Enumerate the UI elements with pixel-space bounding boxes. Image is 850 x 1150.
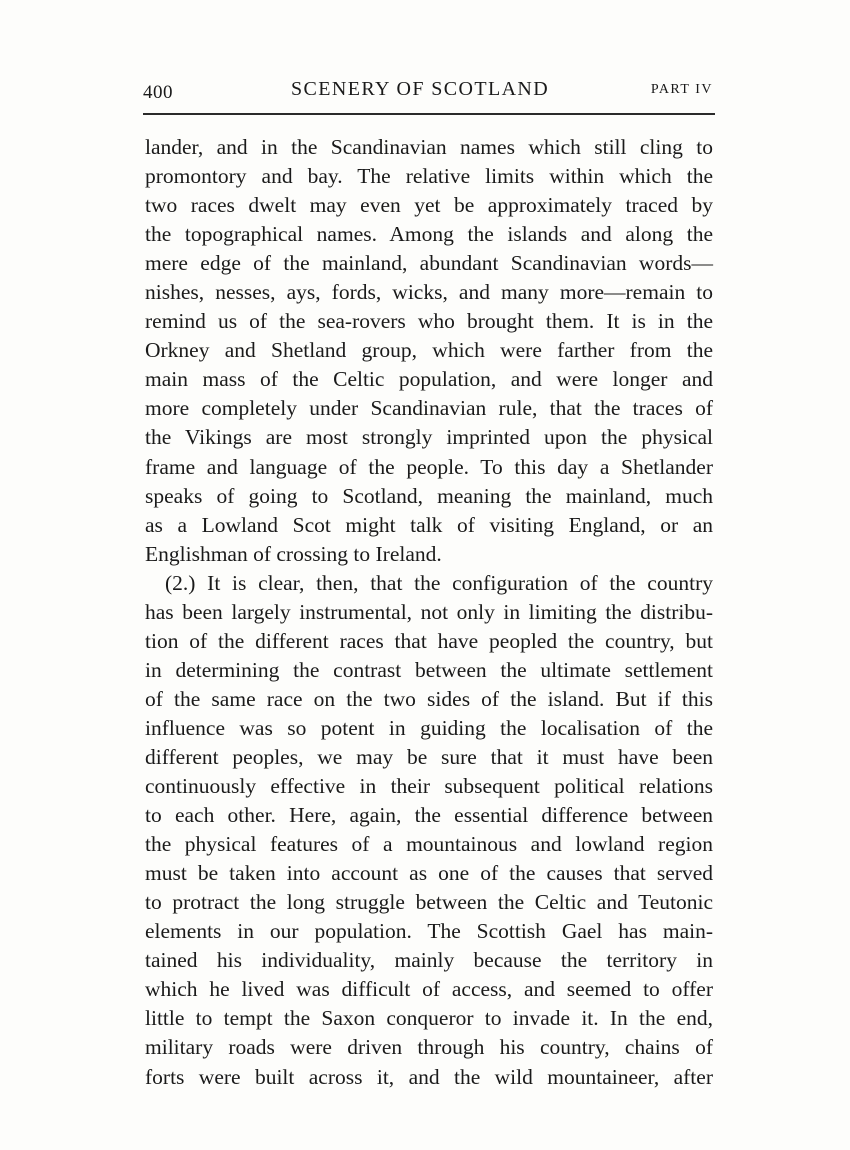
text-line: the Vikings are most strongly imprinted upon the physical [145, 425, 713, 450]
text-line: to each other. Here, again, the essential difference between [145, 803, 713, 828]
text-line: of the same race on the two sides of the island. But if this [145, 686, 713, 711]
text-line: two races dwelt may even yet be approximately traced by [145, 193, 713, 218]
text-line: tained his individuality, mainly because the territory in [145, 948, 713, 973]
paragraph-start-line: (2.) It is clear, then, that the configuration of the country [165, 570, 713, 595]
text-line: frame and language of the people. To this day a Shetlander [145, 454, 713, 479]
running-title: SCENERY OF SCOTLAND [291, 78, 550, 100]
text-line: main mass of the Celtic population, and were longer and [145, 367, 713, 392]
text-line: tion of the different races that have peopled the country, but [145, 628, 713, 653]
text-line: must be taken into account as one of the causes that served [145, 861, 713, 886]
text-line: Orkney and Shetland group, which were farther from the [145, 338, 713, 363]
text-line: forts were built across it, and the wild mountaineer, after [145, 1064, 713, 1089]
text-line: as a Lowland Scot might talk of visiting England, or an [145, 512, 713, 537]
text-line: elements in our population. The Scottish Gael has main- [145, 919, 713, 944]
text-line: which he lived was difficult of access, and seemed to offer [145, 977, 713, 1002]
paragraph-end-line: Englishman of crossing to Ireland. [145, 541, 442, 566]
text-line: in determining the contrast between the ultimate settlement [145, 657, 713, 682]
text-line: mere edge of the mainland, abundant Scandinavian words— [145, 251, 713, 276]
text-line: military roads were driven through his country, chains of [145, 1035, 713, 1060]
text-line: more completely under Scandinavian rule, that the traces of [145, 396, 713, 421]
text-line: the topographical names. Among the islands and along the [145, 222, 713, 247]
text-line: speaks of going to Scotland, meaning the mainland, much [145, 483, 713, 508]
text-line: continuously effective in their subsequent political relations [145, 774, 713, 799]
text-line: nishes, nesses, ays, fords, wicks, and many more—remain to [145, 280, 713, 305]
text-line: remind us of the sea-rovers who brought them. It is in the [145, 309, 713, 334]
text-line: promontory and bay. The relative limits within which the [145, 164, 713, 189]
text-line: influence was so potent in guiding the localisation of the [145, 715, 713, 740]
text-line: little to tempt the Saxon conqueror to invade it. In the end, [145, 1006, 713, 1031]
text-line: different peoples, we may be sure that it must have been [145, 744, 713, 769]
part-label: PART IV [650, 82, 713, 97]
text-line: the physical features of a mountainous and lowland region [145, 832, 713, 857]
running-head [143, 76, 713, 110]
header-rule [143, 113, 715, 115]
text-line: to protract the long struggle between the Celtic and Teutonic [145, 890, 713, 915]
body-text [145, 133, 713, 1092]
text-line: has been largely instrumental, not only in limiting the distribu- [145, 599, 713, 624]
text-line: lander, and in the Scandinavian names which still cling to [145, 135, 713, 159]
page-number: 400 [143, 82, 173, 103]
